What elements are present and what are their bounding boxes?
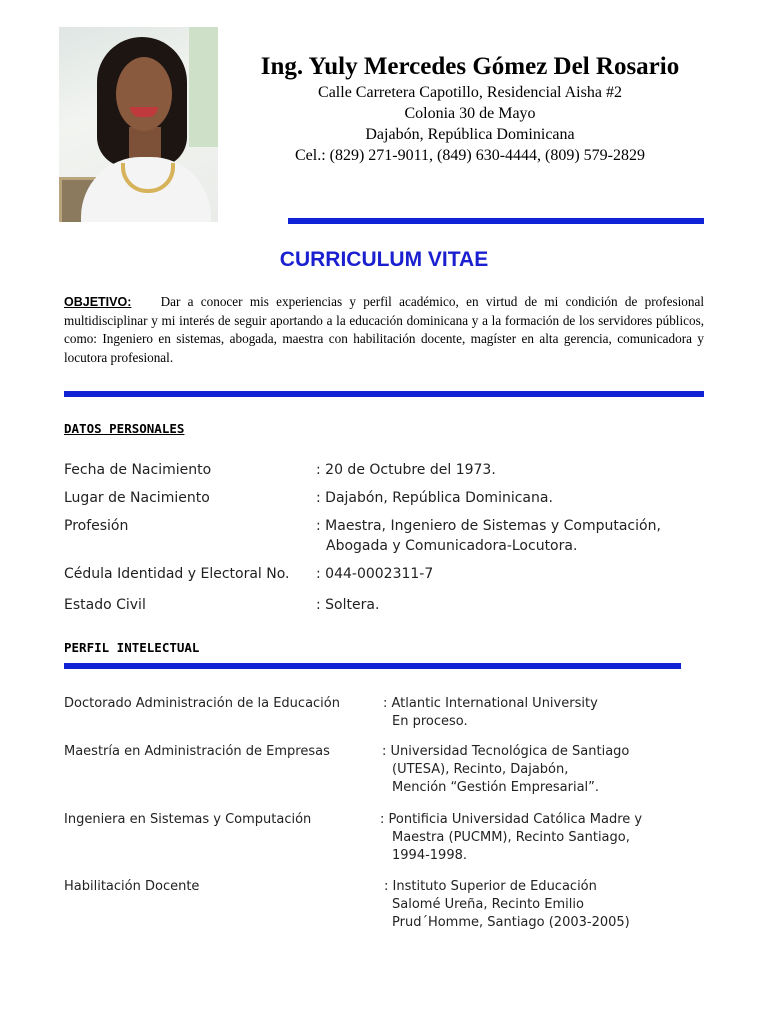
dp-key: Fecha de Nacimiento — [64, 462, 212, 478]
phone-numbers: Cel.: (829) 271-9011, (849) 630-4444, (809) 579-2829 — [294, 147, 646, 164]
objective-label: OBJETIVO: — [64, 295, 132, 309]
dp-key: Cédula Identidad y Electoral No. — [64, 566, 290, 582]
pi-key: Maestría en Administración de Empresas — [64, 744, 330, 759]
objective-text: Dar a conocer mis experiencias y perfil académico, en virtud de mi condición de profesional multidisciplinar y mi interés de seguir aportando a la educación dominicana y a la formación de los servidores públicos, como: Ingeniero en sistemas, abogada, maestra con habilitación docente, magíster en alta gerencia, comunicadora y locutora profesional. — [64, 294, 704, 365]
person-name: Ing. Yuly Mercedes Gómez Del Rosario — [260, 53, 680, 80]
pi-key: Habilitación Docente — [64, 879, 200, 894]
dp-value: : Dajabón, República Dominicana. — [316, 490, 553, 506]
profile-photo — [59, 27, 218, 222]
pi-value: Prud´Homme, Santiago (2003-2005) — [392, 915, 630, 930]
pi-value: : Universidad Tecnológica de Santiago — [382, 744, 630, 759]
section-heading-perfil-intelectual: PERFIL INTELECTUAL — [64, 640, 200, 655]
datos-personales-list — [64, 460, 704, 620]
dp-key: Lugar de Nacimiento — [64, 490, 210, 506]
perfil-divider — [64, 663, 681, 669]
dp-value-continued: Abogada y Comunicadora-Locutora. — [326, 538, 578, 554]
address-line-3: Dajabón, República Dominicana — [365, 126, 575, 143]
pi-key: Doctorado Administración de la Educación — [64, 696, 340, 711]
header-divider — [288, 218, 704, 224]
document-title: CURRICULUM VITAE — [279, 248, 489, 271]
dp-value: : 20 de Octubre del 1973. — [316, 462, 496, 478]
pi-value: : Atlantic International University — [383, 696, 598, 711]
perfil-intelectual-list — [64, 695, 704, 945]
dp-key: Profesión — [64, 518, 129, 534]
pi-value: : Instituto Superior de Educación — [384, 879, 597, 894]
pi-value: Maestra (PUCMM), Recinto Santiago, — [392, 830, 630, 845]
section-heading-datos-personales: DATOS PERSONALES — [64, 421, 185, 436]
objective-divider — [64, 391, 704, 397]
pi-key: Ingeniera en Sistemas y Computación — [64, 812, 312, 827]
pi-value: En proceso. — [392, 714, 468, 729]
pi-value: (UTESA), Recinto, Dajabón, — [392, 762, 569, 777]
dp-value: : Soltera. — [316, 597, 380, 613]
address-line-1: Calle Carretera Capotillo, Residencial Aisha #2 — [318, 84, 622, 101]
dp-key: Estado Civil — [64, 597, 146, 613]
dp-value: : Maestra, Ingeniero de Sistemas y Computación, — [316, 518, 661, 534]
dp-value: : 044-0002311-7 — [316, 566, 434, 582]
pi-value: : Pontificia Universidad Católica Madre y — [380, 812, 643, 827]
objective-paragraph — [64, 293, 704, 367]
address-line-2: Colonia 30 de Mayo — [404, 105, 536, 122]
header — [225, 52, 715, 166]
pi-value: Salomé Ureña, Recinto Emilio — [392, 897, 584, 912]
pi-value: 1994-1998. — [392, 848, 467, 863]
pi-value: Mención “Gestión Empresarial”. — [392, 780, 600, 795]
